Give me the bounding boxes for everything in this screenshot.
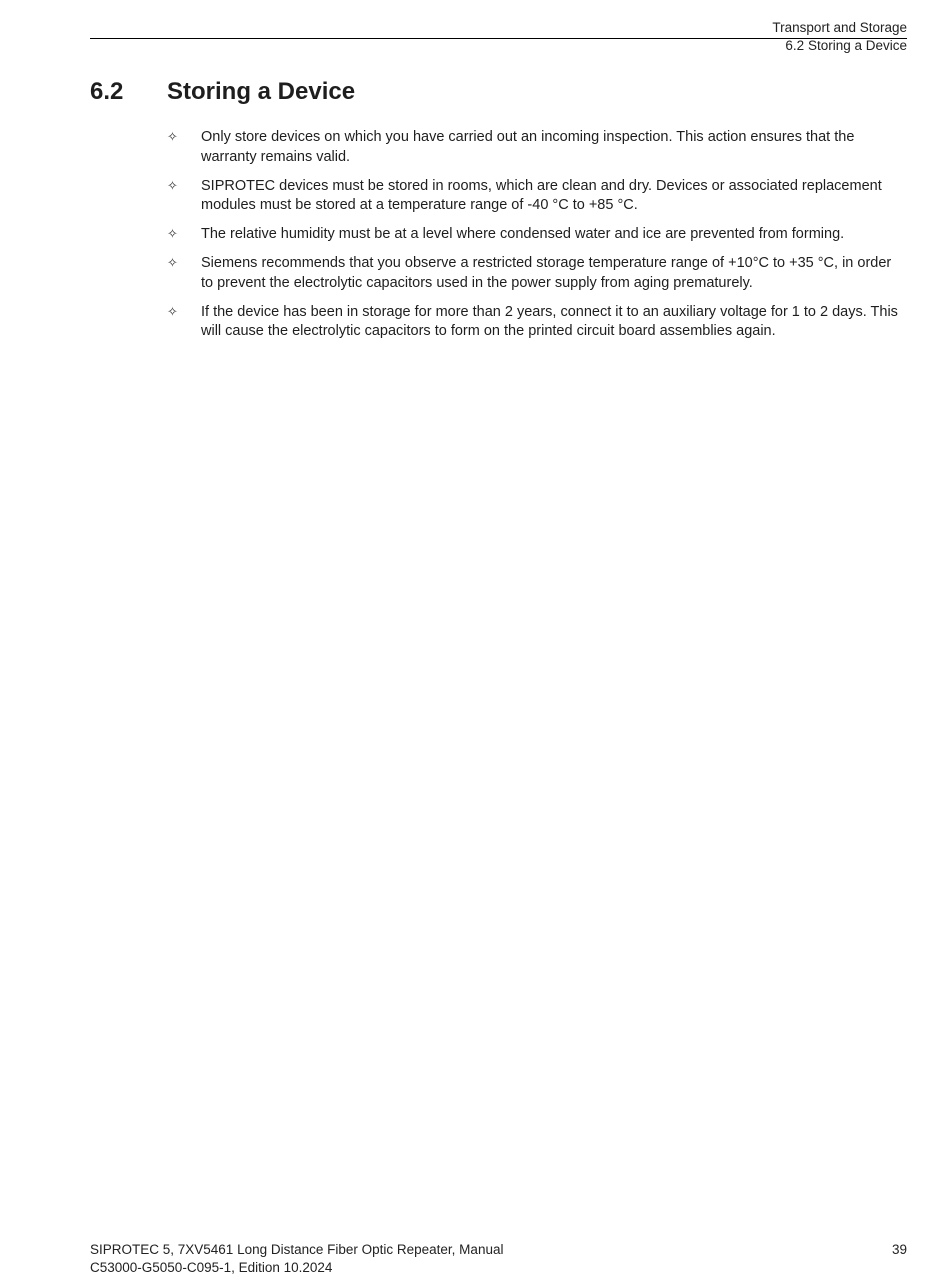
footer-edition: C53000-G5050-C095-1, Edition 10.2024 <box>90 1260 333 1275</box>
list-item-text: If the device has been in storage for more than 2 years, connect it to an auxiliary voltage for 1 to 2 days. This will cause the electrolytic capacitors to form on the printed circuit board assemblies again. <box>201 303 898 339</box>
list-item <box>167 128 907 167</box>
list-item-text: SIPROTEC devices must be stored in rooms, which are clean and dry. Devices or associated replacement modules must be stored at a temperature range of -40 °C to +85 °C. <box>201 177 882 213</box>
header-rule <box>90 38 907 39</box>
section-number: 6.2 <box>90 78 124 105</box>
page-number: 39 <box>891 1242 907 1257</box>
list-item-text: Siemens recommends that you observe a restricted storage temperature range of +10°C to +35 °C, in order to prevent the electrolytic capacitors used in the power supply from aging prematurely. <box>201 255 892 291</box>
bullet-icon: ✧ <box>167 130 178 145</box>
bullet-icon: ✧ <box>167 178 178 194</box>
bullet-icon: ✧ <box>167 227 178 242</box>
list-item-text: Only store devices on which you have carried out an incoming inspection. This action ensures that the warranty remains valid. <box>201 129 855 165</box>
bullet-icon: ✧ <box>167 256 178 271</box>
list-item <box>167 303 907 342</box>
bullet-icon: ✧ <box>167 304 178 320</box>
list-item <box>167 177 907 216</box>
running-header <box>772 19 907 55</box>
header-chapter: Transport and Storage <box>772 20 907 35</box>
list-item <box>167 225 907 245</box>
header-section: 6.2 Storing a Device <box>785 38 907 53</box>
list-item <box>167 254 907 293</box>
section-title: Storing a Device <box>167 78 356 105</box>
page-footer <box>90 1241 503 1277</box>
bullet-list <box>167 128 907 351</box>
footer-manual-title: SIPROTEC 5, 7XV5461 Long Distance Fiber Optic Repeater, Manual <box>90 1242 504 1257</box>
list-item-text: The relative humidity must be at a level where condensed water and ice are prevented from forming. <box>201 226 845 242</box>
